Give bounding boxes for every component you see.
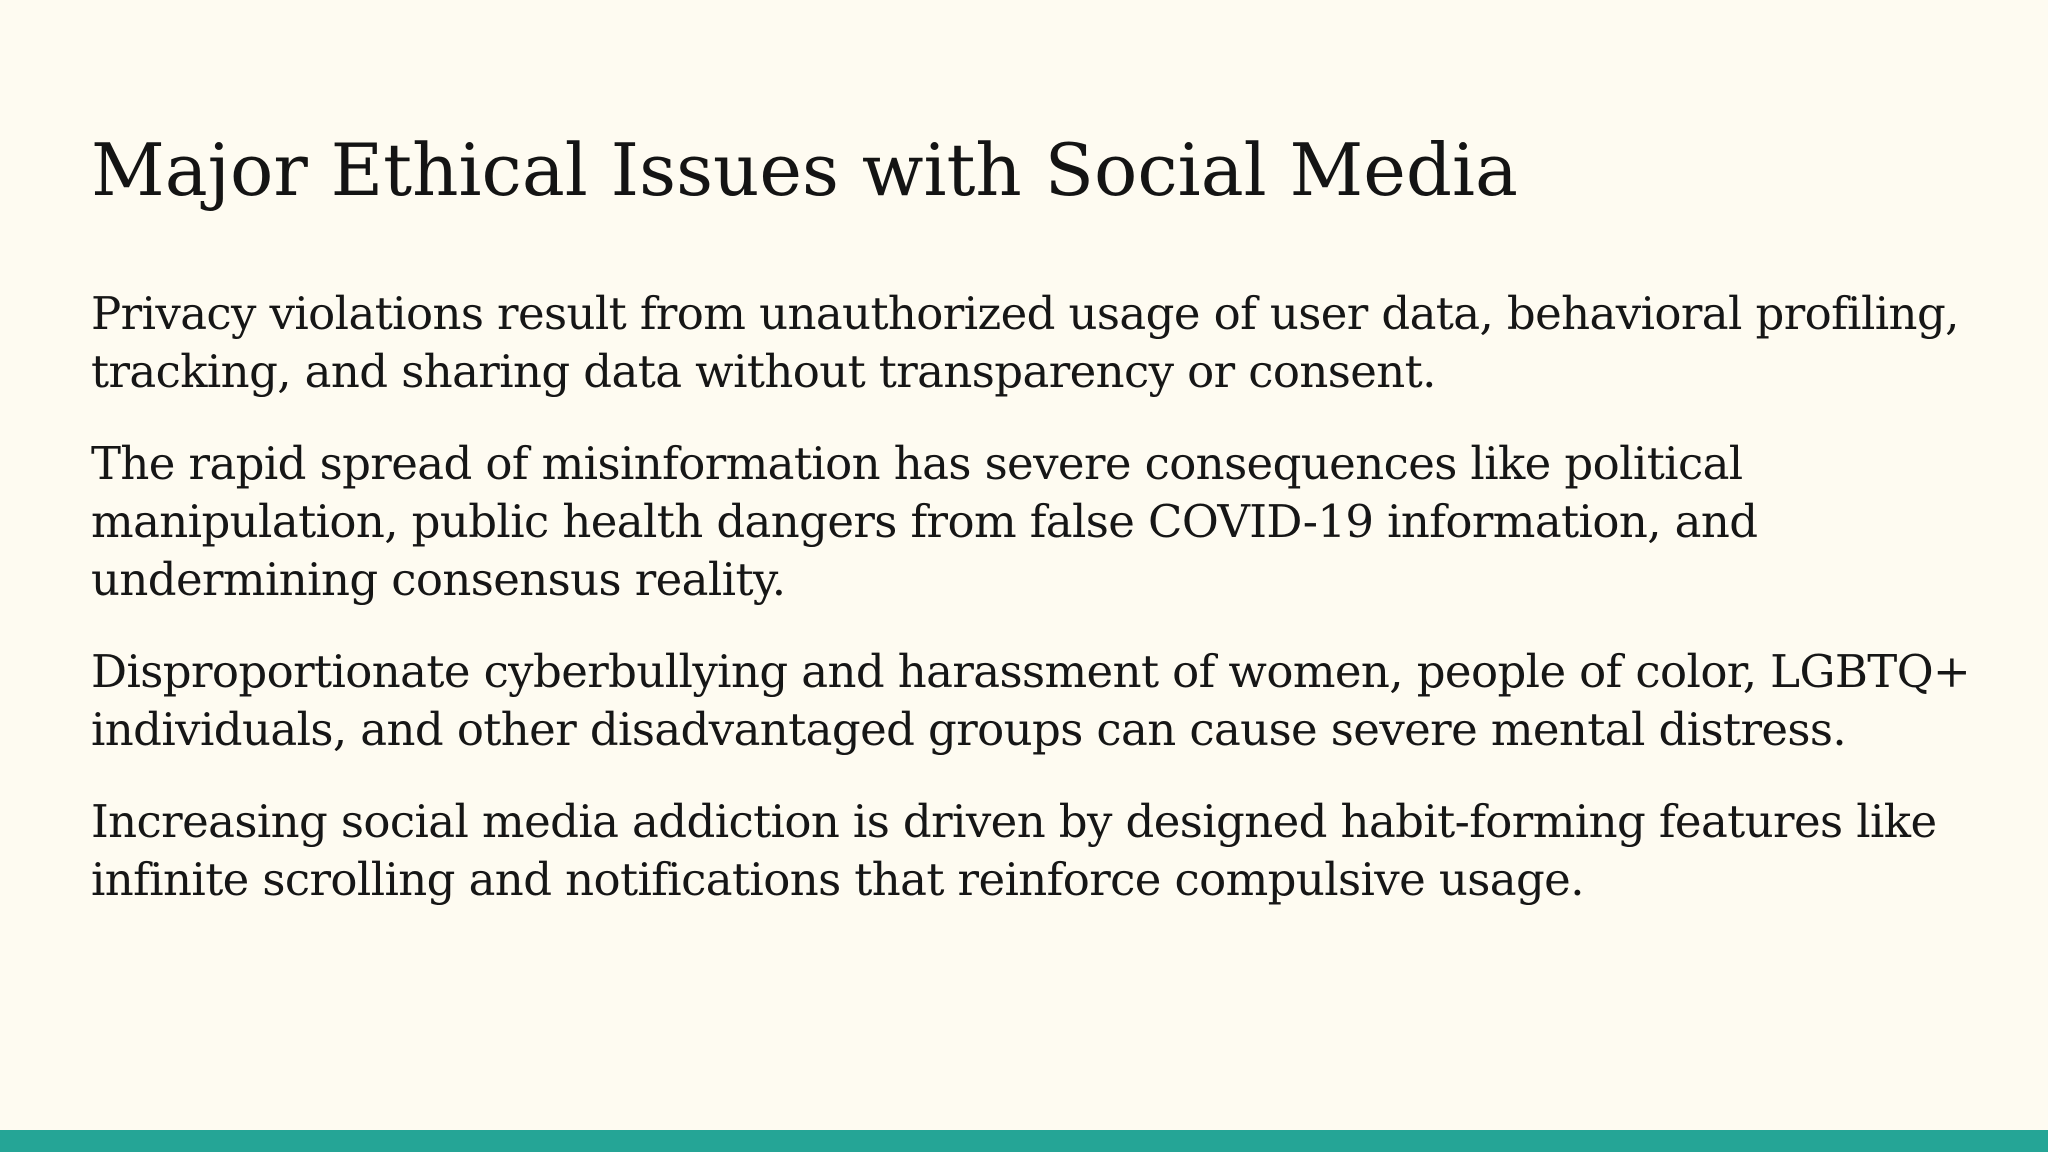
slide-title: Major Ethical Issues with Social Media — [91, 128, 1518, 212]
paragraph-cyberbullying: Disproportionate cyberbullying and harassment of women, people of color, LGBTQ+ individuals, and other disadvantaged groups can cause severe mental distress. — [91, 645, 1971, 756]
slide-body — [91, 285, 1991, 943]
paragraph-addiction: Increasing social media addiction is driven by designed habit-forming features like infinite scrolling and notifications that reinforce compulsive usage. — [91, 795, 1937, 906]
paragraph-privacy: Privacy violations result from unauthorized usage of user data, behavioral profiling, tracking, and sharing data without transparency or consent. — [91, 287, 1959, 398]
paragraph-misinformation: The rapid spread of misinformation has severe consequences like political manipulation, public health dangers from false COVID-19 information, and undermining consensus reality. — [91, 437, 1758, 606]
accent-bar — [0, 1130, 2048, 1152]
